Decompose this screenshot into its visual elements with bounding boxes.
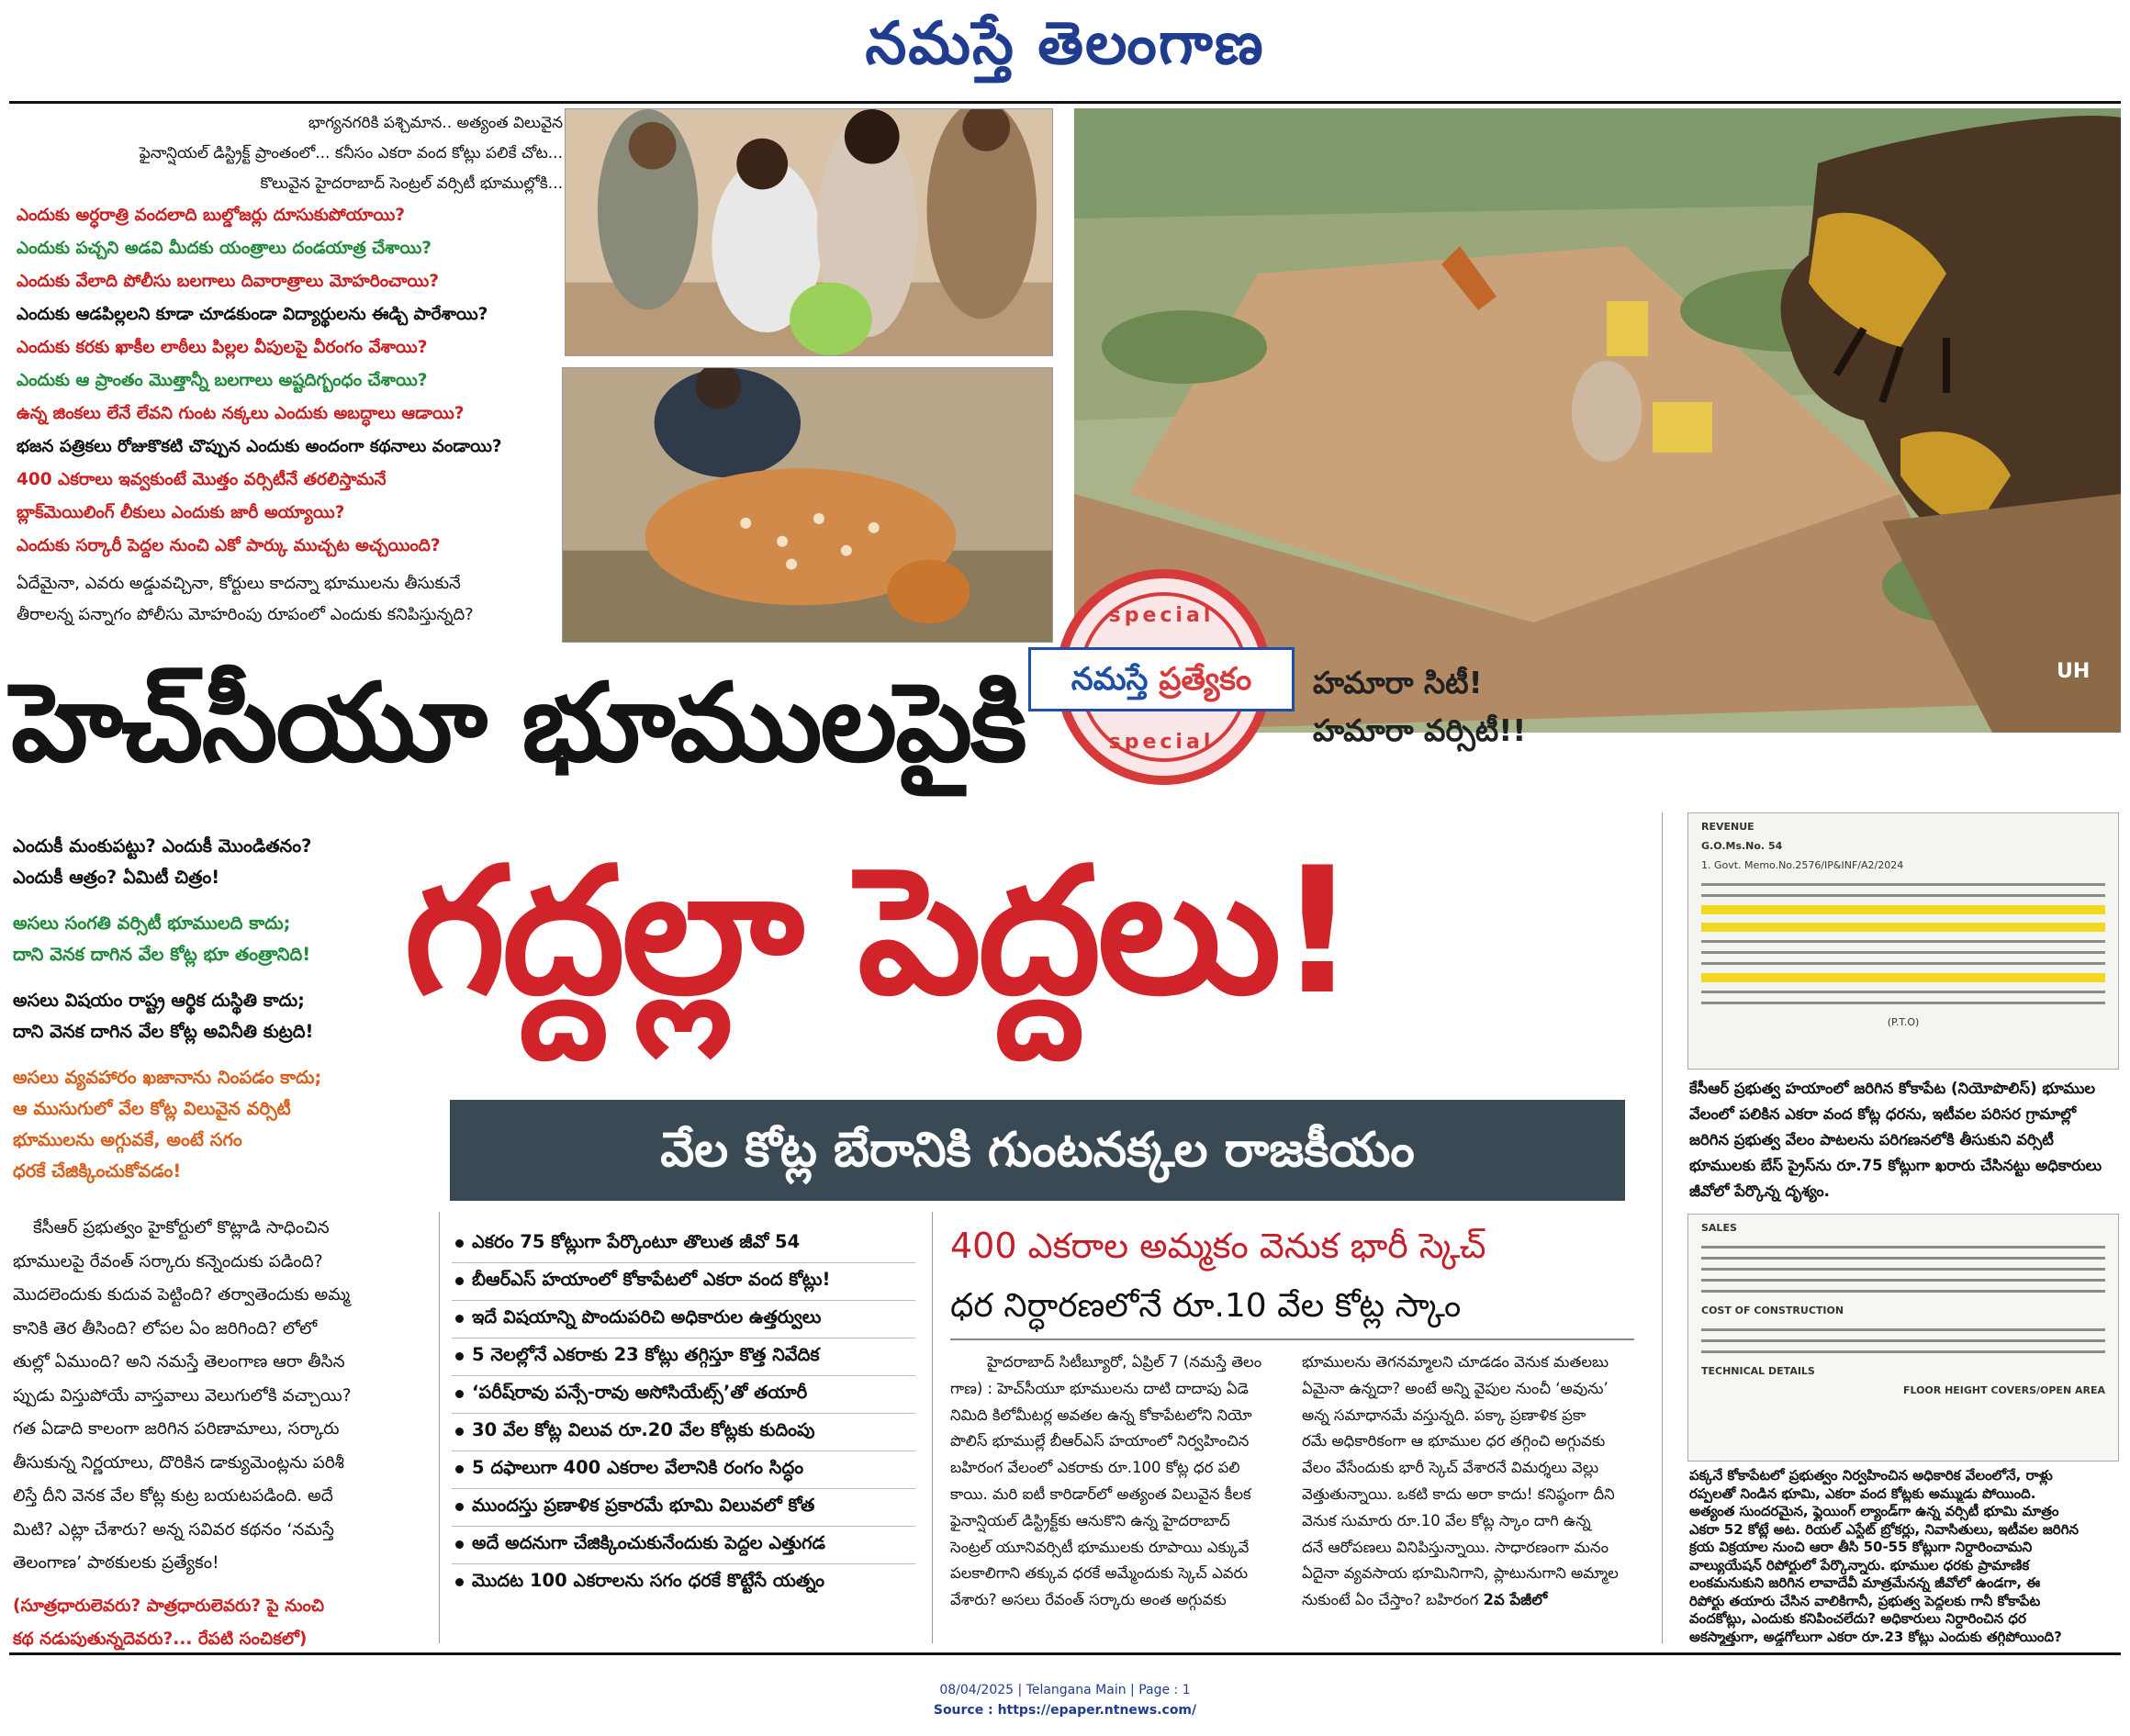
question-item: ఎందుకు కరకు ఖాకీల లాఠీలు పిల్లల వీపులపై వీరంగం వేశాయి? [17, 338, 428, 357]
story-line: పలకాలిగాని తక్కువ ధరకే అమ్మేందుకు స్కెచ్ ఎవరు [950, 1564, 1249, 1583]
question-item: ఎందుకు అర్ధరాత్రి వందలాది బుల్డోజర్లు దూసుకుపోయాయి? [17, 206, 405, 225]
intro-lead-line: ఫైనాన్షియల్ డిస్ట్రిక్ట్ ప్రాంతంలో... కనీసం ఎకరా వంద కోట్లు పలికే చోట... [139, 144, 563, 162]
pull-quote-line: అసలు వ్యవహారం ఖజానాను నింపడం కాదు; [13, 1067, 322, 1088]
body-line: మిటి? ఎట్లా చేశారు? అన్న సవివర కథనం ‘నమస్తే [13, 1519, 334, 1540]
right-body-line: అత్యంత సుందరమైన, ఫ్లైయింగ్ ల్యాండ్‌గా ఉన్న వర్సిటీ భూమి మాత్రం [1689, 1503, 2059, 1519]
headline-main: గద్దల్లా పెద్దలు! [404, 830, 1354, 1033]
story-subhead-red: 400 ఎకరాల అమ్మకం వెనుక భారీ స్కెచ్ [950, 1226, 1486, 1266]
doc-highlight-line [1701, 923, 2105, 932]
headline-line1: హెచ్‌సీయూ భూములపైకి [11, 659, 1026, 786]
doc-text-line [1701, 951, 2105, 954]
doc-text-line [1701, 1268, 2105, 1271]
body-line: గత ఏడాది కాలంగా జరిగిన పరిణామాలు, సర్కారు [13, 1419, 340, 1439]
next-issue-note: కథ నడుపుతున్నదెవరు?... రేపటి సంచికలో) [13, 1630, 308, 1649]
doc-text-line [1701, 894, 2105, 897]
doc-text-line [1701, 1290, 2105, 1293]
story-line: వేశారు? అసలు రేవంత్ సర్కారు అంత అగ్గువకు [950, 1591, 1227, 1609]
key-point: ముందస్తు ప్రణాళిక ప్రకారమే భూమి విలువలో కోత [452, 1489, 915, 1527]
intro-block [17, 108, 563, 645]
footer-edition-info: 08/04/2025 | Telangana Main | Page : 1 [939, 1683, 1191, 1697]
photo-police-students [565, 108, 1053, 356]
doc-section: COST OF CONSTRUCTION [1701, 1305, 1844, 1316]
left-pull-quotes [13, 831, 408, 1198]
bottom-divider [9, 1652, 2121, 1655]
story-line: వెనుక సుమారు రూ.10 వేల కోట్ల స్కాం దాగి ఉన్న [1302, 1511, 1591, 1529]
photo-injured-deer-image [563, 368, 1052, 642]
intro-body-text [13, 1212, 431, 1649]
body-line: ప్పుడు విస్తుపోయే వాస్తవాలు వెలుగులోకి వచ్చాయి? [13, 1385, 352, 1406]
key-point: ఇదే విషయాన్ని పొందుపరిచి అధికారుల ఉత్తర్వులు [452, 1301, 915, 1338]
story-line: హైదరాబాద్ సిటీబ్యూరో, ఏప్రిల్ 7 (నమస్తే తెలం [987, 1353, 1262, 1371]
story-line: ఫైనాన్షియల్ డిస్ట్రిక్ట్‌కు ఆనుకొని ఉన్న హైదరాబాద్ [950, 1511, 1230, 1529]
caption-line: భూములకు బేస్ ప్రైస్‌ను రూ.75 కోట్లుగా ఖరారు చేసినట్టు అధికారులు [1689, 1157, 2102, 1174]
intro-lead [17, 108, 563, 199]
story-line: నుకుంటే ఏం చేస్తాం? బహిరంగ [1302, 1591, 1479, 1609]
pull-quote-line: అసలు సంగతి వర్సిటీ భూములది కాదు; [13, 913, 291, 934]
question-item: ఎందుకు సర్కారీ పెద్దల నుంచి ఎకో పార్కు ముచ్చట అచ్చయింది? [17, 536, 441, 555]
question-item: 400 ఎకరాలు ఇవ్వకుంటే మొత్తం వర్సిటీనే తరలిస్తామనే [17, 470, 387, 489]
valuation-report-clip [1687, 1214, 2119, 1462]
story-line: పొలిస్ భూముల్లే బీఆర్‌ఎస్ హయాంలో నిర్వహించిన [950, 1432, 1250, 1450]
pull-quote-line: భూములను అగ్గువకే, అంటే సగం [13, 1129, 242, 1150]
continued-link[interactable]: 2వ పేజీలో [1483, 1591, 1548, 1609]
doc-go-number: G.O.Ms.No. 54 [1701, 840, 1783, 852]
story-subhead: ధర నిర్ధారణలోనే రూ.10 వేల కోట్ల స్కాం [950, 1287, 1462, 1325]
photo-injured-deer [562, 367, 1053, 643]
pull-quote-line: దాని వెనక దాగిన వేల కోట్ల భూ తంత్రానిది! [13, 944, 311, 965]
right-body-line: లంకమనుకుని జరిగిన లావాదేవీ మాత్రమేనన్న జీవోలో ఉండగా, ఈ [1689, 1574, 2041, 1591]
story-line: రమే అధికారికంగా ఆ భూముల ధర తగ్గించి అగ్గువకు [1302, 1432, 1606, 1450]
question-list [17, 199, 563, 563]
right-body-text [1689, 1467, 2119, 1646]
body-line: తెలంగాణ’ పాఠకులకు ప్రత్యేకం! [13, 1553, 219, 1573]
stamp-word-bottom: special [1108, 731, 1215, 754]
right-body-line: క్రయ విక్రయాల నుంచి ఆరా తీసి 50-55 కోట్లుగా నిర్ధారించామని [1689, 1539, 2033, 1555]
stamp-label-part2: ప్రత్యేకం [1159, 661, 1252, 698]
story-line: వేలం వేసేందుకు భారీ స్కెచ్ వేశారనే విమర్శలు వెల్లు [1302, 1459, 1599, 1477]
key-points-list [452, 1226, 915, 1643]
right-body-line: రప్పలతో నిండిన భూమి, ఎకరా వంద కోట్లకు అమ్ముడు పోయింది. [1689, 1484, 2036, 1502]
story-line: దనే ఆరోపణలు వినిపిస్తున్నాయి. సాధారణంగా మనం [1302, 1538, 1609, 1556]
pull-quote-line: ధరకే చేజిక్కించుకోవడం! [13, 1160, 182, 1182]
column-divider [1662, 812, 1663, 1643]
pull-quote-line: ఆ ముసుగులో వేల కోట్ల విలువైన వర్సిటీ [13, 1098, 291, 1119]
doc-text-line [1701, 962, 2105, 965]
doc-heading: REVENUE [1701, 821, 1754, 833]
question-item: ఎందుకు వేలాది పోలీసు బలగాలు దివారాత్రాలు మోహరించాయి? [17, 272, 440, 291]
doc-text-line [1701, 1328, 2105, 1331]
doc-text-line [1701, 883, 2105, 886]
question-item: ఎందుకు పచ్చని అడవి మీదకు యంత్రాలు దండయాత్ర చేశాయి? [17, 239, 432, 258]
footer [0, 1680, 2130, 1720]
intro-closing-line: ఏదేమైనా, ఎవరు అడ్డువచ్చినా, కోర్టులు కాదన్నా భూములను తీసుకునే [17, 574, 461, 593]
stamp-label [1028, 647, 1295, 711]
story-line: బహిరంగ వేలంలో ఎకరాకు రూ.100 కోట్ల ధర పలి [950, 1459, 1240, 1477]
story-line: నిమిది కిలోమీటర్ల అవతల ఉన్న కోకాపేటలోని నియో [950, 1406, 1252, 1424]
story-last-line [1302, 1587, 1634, 1614]
caption-line: కేసీఆర్ ప్రభుత్వ హయాంలో జరిగిన కోకాపేట (నియోపొలిస్) భూముల [1689, 1080, 2096, 1097]
body-line: లిస్తే దీని వెనక వేల కోట్ల కుట్ర బయటపడింది. అదే [13, 1486, 333, 1506]
doc-text-line [1701, 1339, 2105, 1342]
column-divider [439, 1212, 440, 1643]
key-point: అదే అదనుగా చేజిక్కించుకునేందుకు పెద్దల ఎత్తుగడ [452, 1527, 915, 1564]
intro-closing [17, 568, 563, 631]
story-line: ఏదైనా వ్యవసాయ భూమినిగాని, ప్లాటునుగాని అమ్మాల [1302, 1564, 1619, 1583]
right-body-line: పక్కనే కోకాపేటలో ప్రభుత్వం నిర్వహించిన అధికారిక వేలంలోనే, రాళ్లు [1689, 1467, 2053, 1484]
key-point: మొదట 100 ఎకరాలను సగం ధరకే కొట్టేసే యత్నం [452, 1564, 915, 1602]
body-line: భూములపై రేవంత్ సర్కారు కన్నెందుకు పడింది? [13, 1251, 323, 1271]
doc-heading: SALES [1701, 1222, 1737, 1234]
top-divider [9, 101, 2121, 104]
intro-lead-line: భాగ్యనగరికి పశ్చిమాన.. అత్యంత విలువైన [308, 114, 563, 132]
key-point: 30 వేల కోట్ల విలువ రూ.20 వేల కోట్లకు కుదింపు [452, 1414, 915, 1451]
story-line: భూములను తెగనమ్మాలని చూడడం వెనుక మతలబు [1302, 1353, 1609, 1371]
key-point: ఎకరం 75 కోట్లుగా పేర్కొంటూ తొలుత జీవో 54 [452, 1226, 915, 1263]
pull-quote-line: అసలు విషయం రాష్ట్ర ఆర్థిక దుస్థితి కాదు; [13, 990, 305, 1011]
pull-quote-line: దాని వెనక దాగిన వేల కోట్ల అవినీతి కుట్రది! [13, 1021, 314, 1042]
body-line: కానికి తెర తీసింది? లోపల ఏం జరిగింది? లోలో [13, 1318, 318, 1338]
doc-text-line [1701, 1002, 2105, 1004]
caption-line: వేలంలో పలికిన ఎకరా వంద కోట్ల ధరను, ఇటీవల పరిసర గ్రామాల్లో [1689, 1105, 2077, 1123]
headline-deck: వేల కోట్ల బేరానికి గుంటనక్కల రాజకీయం [450, 1100, 1625, 1201]
key-point: ‘పరీష్‌రావు పన్సే-రావు అసోసియేట్స్’తో తయారీ [452, 1376, 915, 1414]
footer-source-link[interactable]: Source : https://epaper.ntnews.com/ [933, 1703, 1197, 1718]
doc-text-line [1701, 1246, 2105, 1249]
subhead-rule [950, 1338, 1634, 1340]
stamp-label-part1: నమస్తే [1071, 661, 1149, 698]
go-document-clip [1687, 812, 2119, 1070]
tagline-line1: హమారా సిటీ! [1313, 665, 1483, 700]
photo-overlay-label: UH [2057, 660, 2091, 683]
question-item: బ్లాక్‌మెయిలింగ్ లీకులు ఎందుకు జారీ అయ్యాయి? [17, 503, 345, 522]
body-line: మొదలెందుకు కుదువ పెట్టింది? తర్వాతెందుకు అమ్మ [13, 1285, 351, 1305]
photo-police-students-image [566, 109, 1052, 355]
body-line: తుల్లో ఏముంది? అని నమస్తే తెలంగాణ ఆరా తీసిన [13, 1352, 345, 1372]
doc-pto: (P.T.O) [1887, 1016, 1920, 1028]
next-issue-note: (సూత్రధారులెవరు? పాత్రధారులెవరు? పై నుంచి [13, 1596, 325, 1616]
caption-line: జీవోలో పేర్కొన్న దృశ్యం. [1689, 1182, 1830, 1200]
caption-line: జరిగిన ప్రభుత్వ వేలం పాటలను పరిగణనలోకి తీసుకుని వర్సిటీ [1689, 1131, 2054, 1148]
story-line: వెత్తుతున్నాయి. ఒకటి కాదు అరా కాదు! కనిష్ఠంగా దీని [1302, 1484, 1615, 1503]
question-item: ఎందుకు ఆ ప్రాంతం మొత్తాన్నీ బలగాలు అష్టదిగ్బంధం చేశాయి? [17, 371, 428, 390]
story-line: ఏమైనా ఉన్నదా? అంటే అన్ని వైపుల నుంచీ ‘అవును’ [1302, 1379, 1609, 1397]
story-line: అన్న సమాధానమే వస్తున్నది. పక్కా ప్రణాళిక ప్రకా [1302, 1406, 1586, 1424]
intro-lead-line: కొలువైన హైదరాబాద్ సెంట్రల్ వర్సిటీ భూముల్లోకి... [260, 174, 563, 193]
doc-text-line [1701, 1350, 2105, 1353]
tagline [1313, 659, 1616, 769]
body-line: కేసీఆర్ ప్రభుత్వం హైకోర్టులో కొట్లాడి సాధించిన [33, 1218, 330, 1238]
question-item: ఎందుకు ఆడపిల్లలని కూడా చూడకుండా విద్యార్థులను ఈడ్చి పారేశాయి? [17, 305, 488, 324]
doc-section: FLOOR HEIGHT COVERS/OPEN AREA [1902, 1384, 2105, 1396]
story-column-2 [1302, 1350, 1634, 1634]
doc-highlight-line [1701, 905, 2105, 914]
story-line: గాణ) : హెచ్‌సీయూ భూములను దాటి దాదాపు ఏడె [950, 1379, 1249, 1397]
key-point: బీఆర్‌ఎస్ హయాంలో కోకాపేటలో ఎకరా వంద కోట్లు! [452, 1263, 915, 1301]
doc-highlight-line [1701, 973, 2105, 982]
body-line: తీసుకున్న నిర్ణయాలు, దొరికిన డాక్యుమెంట్లను పరిశీ [13, 1452, 344, 1473]
special-stamp [1028, 569, 1295, 822]
doc-section: TECHNICAL DETAILS [1701, 1365, 1815, 1377]
right-body-line: వందకోట్లు, ఎందుకు కనిపించలేదు? అధికారులు నిర్ధారించిన ధర [1689, 1610, 2026, 1627]
story-column-1 [950, 1350, 1281, 1634]
doc-text-line [1701, 991, 2105, 993]
stamp-word-top: special [1108, 604, 1215, 627]
doc-text-line [1701, 940, 2105, 943]
question-item: ఉన్న జింకలు లేనే లేవని గుంట నక్కలు ఎందుకు అబద్ధాలు ఆడాయి? [17, 404, 465, 423]
masthead [0, 0, 2130, 87]
document-caption [1689, 1076, 2119, 1204]
key-point: 5 నెలల్లోనే ఎకరాకు 23 కోట్లు తగ్గిస్తూ కొత్త నివేదిక [452, 1338, 915, 1376]
question-item: భజన పత్రికలు రోజుకొకటి చొప్పున ఎందుకు అందంగా కథనాలు వండాయి? [17, 437, 502, 456]
intro-closing-line: తీరాలన్న పన్నాగం పోలీసు మోహరింపు రూపంలో ఎందుకు కనిపిస్తున్నది? [17, 605, 474, 624]
doc-text-line [1701, 1257, 2105, 1260]
right-body-line: వాల్యుయేషన్ రిపోర్టులో పేర్కొన్నారు. భూముల ధరకు ప్రామాణిక [1689, 1556, 2030, 1574]
pull-quote-line: ఎందుకీ మంకుపట్టు? ఎందుకీ మొండితనం? [13, 835, 312, 857]
tagline-line2: హమారా వర్సిటీ!! [1313, 712, 1527, 748]
doc-text-line [1701, 1279, 2105, 1282]
right-body-line: రిపోర్టు తయారు చేసిన వాలికిగానీ, ప్రభుత్వ పెద్దలకు గానీ కోకాపేట [1689, 1592, 2041, 1609]
pull-quote-line: ఎందుకీ ఆత్రం? ఏమిటీ చిత్రం! [13, 867, 220, 888]
right-body-line: ఎకరా 52 కోట్లే అట. రియల్ ఎస్టేట్ బ్రోకర్లు, నివాసితులు, ఇటీవల జరిగిన [1689, 1520, 2079, 1538]
doc-memo: 1. Govt. Memo.No.2576/IP&INF/A2/2024 [1701, 859, 1904, 871]
newspaper-title: నమస్తే తెలంగాణ [865, 9, 1265, 78]
right-body-line: అకస్మాత్తుగా, అడ్డగోలుగా ఎకరా రూ.23 కోట్లు ఎందుకు తగ్గిపోయింది? [1689, 1628, 2062, 1645]
story-line: సెంట్రల్ యూనివర్సిటీ భూములకు రూపాయి ఎక్కువే [950, 1538, 1250, 1556]
story-line: కాయి. మరి ఐటీ కారిడార్‌లో అత్యంత విలువైన కీలక [950, 1484, 1251, 1503]
key-point: 5 దఫాలుగా 400 ఎకరాల వేలానికి రంగం సిద్ధం [452, 1451, 915, 1489]
column-divider [932, 1212, 933, 1643]
